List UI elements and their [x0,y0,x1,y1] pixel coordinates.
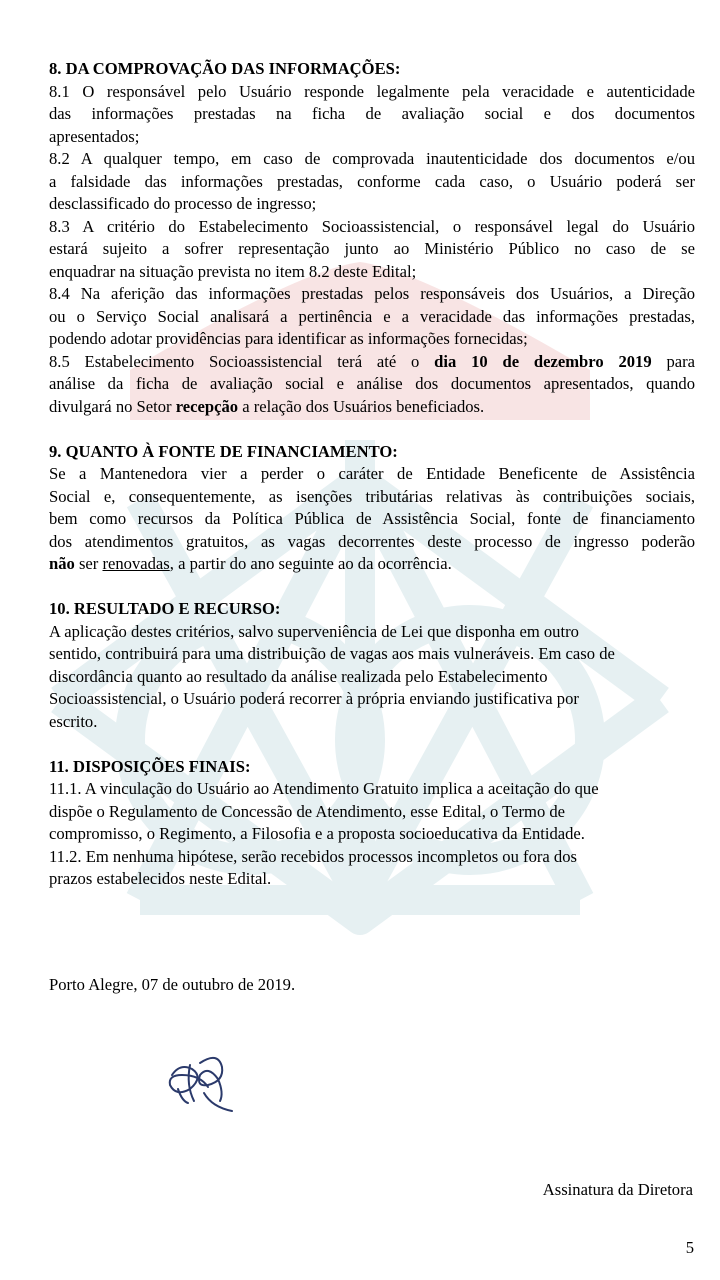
item-8-5-line-3 [49,396,695,419]
underlined-renovadas: renovadas [102,554,170,573]
text-line: dos atendimentos gratuitos, as vagas decorrentes deste processo de ingresso poderão [49,531,695,551]
text-line: 11.1. A vinculação do Usuário ao Atendimento Gratuito implica a aceitação do que [49,779,599,798]
text-line: Se a Mantenedora vier a perder o caráter de Entidade Beneficente de Assistência [49,464,695,483]
text-span: para [651,351,696,371]
page-number: 5 [685,1238,694,1257]
text-span: 8.5 Estabelecimento Socioassistencial terá até o [49,351,435,371]
text-line: 8.4 Na aferição das informações prestadas pelos responsáveis dos Usuários, a Direção [49,284,695,303]
text-span: , a partir do ano seguinte ao da ocorrência. [169,554,452,573]
sector-name: recepção [175,396,239,416]
text-line: bem como recursos da Política Pública de Assistência Social, fonte de financiamento [49,509,695,528]
text-line: das informações prestadas na ficha de avaliação social e dos documentos [49,104,695,123]
text-line: A aplicação destes critérios, salvo superveniência de Lei que disponha em outro [49,621,579,641]
text-line: Socioassistencial, o Usuário poderá recorrer à própria enviando justificativa por [49,689,579,708]
text-line: discordância quanto ao resultado da análise realizada pelo Estabelecimento [49,666,548,686]
emphasis-nao: não [49,554,75,573]
text-line: 8.3 A critério do Estabelecimento Socioassistencial, o responsável legal do Usuário [49,216,695,236]
text-line: podendo adotar providências para identificar as informações fornecidas; [49,329,528,348]
section-8-title: 8. DA COMPROVAÇÃO DAS INFORMAÇÕES: [49,59,401,78]
text-line: 8.2 A qualquer tempo, em caso de comprovada inautenticidade dos documentos e/ou [49,149,695,168]
text-line: estará sujeito a sofrer representação junto ao Ministério Público no caso de se [49,239,695,258]
text-line: a falsidade das informações prestadas, conforme cada caso, o Usuário poderá ser [49,171,695,191]
text-span: a relação dos Usuários beneficiados. [238,396,485,416]
text-line: escrito. [49,711,98,731]
text-line: apresentados; [49,126,140,146]
section-9-title: 9. QUANTO À FONTE DE FINANCIAMENTO: [49,441,398,461]
text-line: enquadrar na situação prevista no item 8.2 deste Edital; [49,261,417,281]
document-body [49,58,695,891]
section-10-title: 10. RESULTADO E RECURSO: [49,599,281,618]
text-line: compromisso, o Regimento, a Filosofia e a proposta socioeducativa da Entidade. [49,824,585,843]
section-11-title: 11. DISPOSIÇÕES FINAIS: [49,756,251,776]
item-8-5-line-1 [49,351,695,374]
text-line: ou o Serviço Social analisará a pertinência e a veracidade das informações prestadas, [49,306,695,326]
deadline-date: dia 10 de dezembro 2019 [434,351,652,371]
handwritten-signature [160,1045,250,1125]
text-line: Social e, consequentemente, as isenções tributárias relativas às contribuições sociais, [49,486,695,506]
text-line: desclassificado do processo de ingresso; [49,194,317,213]
text-line: análise da ficha de avaliação social e análise dos documentos apresentados, quando [49,374,695,393]
text-line: prazos estabelecidos neste Edital. [49,869,272,888]
place-date: Porto Alegre, 07 de outubro de 2019. [49,975,296,994]
text-line: 8.1 O responsável pelo Usuário responde legalmente pela veracidade e autenticidade [49,81,695,101]
text-span: divulgará no Setor [49,396,176,416]
text-line: sentido, contribuirá para uma distribuição de vagas aos mais vulneráveis. Em caso de [49,644,615,663]
signature-label: Assinatura da Diretora [542,1180,693,1199]
text-line: dispõe o Regulamento de Concessão de Atendimento, esse Edital, o Termo de [49,801,566,821]
text-line: 11.2. Em nenhuma hipótese, serão recebidos processos incompletos ou fora dos [49,846,577,866]
section-9-last-line [49,553,695,576]
text-span: ser [74,554,103,573]
